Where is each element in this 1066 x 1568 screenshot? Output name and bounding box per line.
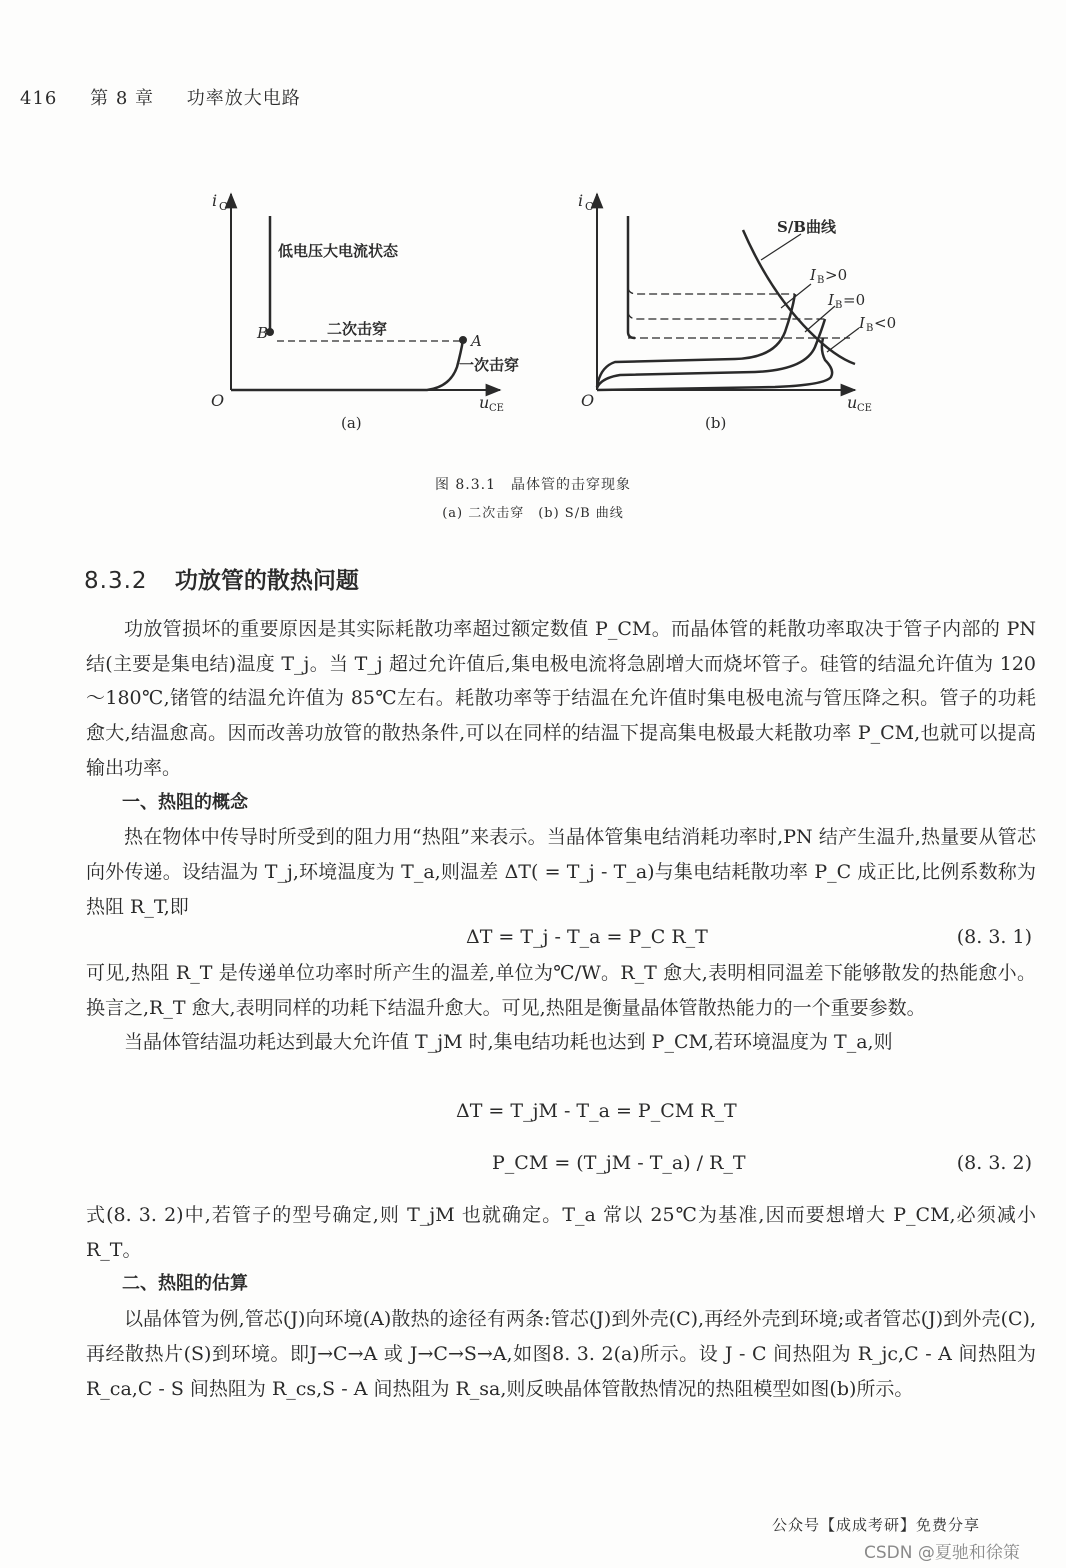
ib-neg-symbol: I <box>859 314 865 332</box>
label-secondary-breakdown: 二次击穿 <box>327 320 388 338</box>
ib-pos-value: >0 <box>825 266 848 284</box>
b-x-sub: CE <box>857 403 872 414</box>
ib-pos-sub: B <box>817 275 825 286</box>
panel-b-label: (b) <box>705 414 727 432</box>
label-point-a: A <box>471 332 482 350</box>
ib-zero-value: =0 <box>843 291 866 309</box>
equation-2a-body: ΔT = T_jM - T_a = P_CM R_T <box>456 1100 737 1122</box>
a-primary-curve <box>231 340 463 390</box>
ib-pos-symbol: I <box>810 266 816 284</box>
csdn-watermark: CSDN @夏驰和徐策 <box>864 1543 1020 1563</box>
equation-2b-body: P_CM = (T_jM - T_a) / R_T <box>492 1152 746 1174</box>
section-title: 功放管的散热问题 <box>174 567 359 594</box>
curve-ib-zero <box>597 319 825 388</box>
b-origin: O <box>581 391 595 410</box>
label-low-voltage: 低电压大电流状态 <box>278 242 399 260</box>
page-number: 416 <box>20 88 58 109</box>
section-heading <box>84 562 359 595</box>
paragraph-2: 热在物体中传导时所受到的阻力用“热阻”来表示。当晶体管集电结消耗功率时,PN 结产生温升,热量要从管芯向外传递。设结温为 T_j,环境温度为 T_a,则温差 ΔT( = T_j - T_a)与集电结耗散功率 P_C 成正比,比例系数称为热阻 R_T,即 <box>86 826 1036 918</box>
equation-1-tag: (8. 3. 1) <box>956 926 1032 948</box>
b-vertical-line <box>628 216 635 338</box>
panel-a-label: (a) <box>341 414 362 432</box>
section-number: 8.3.2 <box>84 568 148 594</box>
leader-ib-neg <box>827 328 859 352</box>
paragraph-3: 可见,热阻 R_T 是传递单位功率时所产生的温差,单位为℃/W。R_T 愈大,表明相同温差下能够散发的热能愈小。换言之,R_T 愈大,表明同样的功耗下结温升愈大。可见,热阻是衡量晶体管散热能力的一个重要参数。 <box>86 962 1036 1019</box>
label-primary-breakdown: 一次击穿 <box>459 356 520 374</box>
running-head <box>20 84 327 110</box>
paragraph-4: 当晶体管结温功耗达到最大允许值 T_jM 时,集电结功耗也达到 P_CM,若环境温度为 T_a,则 <box>124 1031 893 1054</box>
ib-neg-value: <0 <box>874 314 897 332</box>
subheading-2: 二、热阻的估算 <box>122 1273 248 1295</box>
leader-ib-pos <box>781 284 811 308</box>
label-point-b: B <box>257 324 269 342</box>
a-x-label: u <box>479 393 490 412</box>
figure-caption-title: 图 8.3.1 晶体管的击穿现象 <box>434 477 632 493</box>
b-y-sub: C <box>585 200 594 213</box>
subheading-1: 一、热阻的概念 <box>122 791 248 813</box>
label-sb-curve: S/B曲线 <box>777 218 836 236</box>
chapter-label: 第 8 章 <box>90 88 154 109</box>
ib-neg-sub: B <box>866 323 874 334</box>
equation-2-tag: (8. 3. 2) <box>956 1152 1032 1174</box>
footer-note: 公众号【成成考研】免费分享 <box>772 1516 981 1534</box>
ib-zero-symbol: I <box>828 291 834 309</box>
figure-8-3-1 <box>195 182 915 442</box>
ib-zero-sub: B <box>835 300 843 311</box>
a-y-sub: C <box>219 200 228 213</box>
figure-svg <box>195 182 915 442</box>
a-x-sub: CE <box>489 403 504 414</box>
body-block-2 <box>86 956 1036 1060</box>
a-y-label: i <box>212 191 218 210</box>
b-x-label: u <box>847 393 858 412</box>
equation-1-body: ΔT = T_j - T_a = P_C R_T <box>466 926 708 948</box>
body-block-1 <box>86 612 1036 924</box>
leader-sb <box>761 234 801 260</box>
paragraph-1: 功放管损坏的重要原因是其实际耗散功率超过额定数值 P_CM。而晶体管的耗散功率取决于管子内部的 PN 结(主要是集电结)温度 T_j。当 T_j 超过允许值后,集电极电流将急剧增大而烧坏管子。硅管的结温允许值为 120～180℃,锗管的结温允许值为 85℃左右。耗散功率等于结温在允许值时集电极电流与管压降之积。管子的功耗愈大,结温愈高。因而改善功放管的散热条件,可以在同样的结温下提高集电极最大耗散功率 P_CM,也就可以提高输出功率。 <box>86 618 1036 779</box>
body-block-3 <box>86 1198 1036 1406</box>
paragraph-6: 以晶体管为例,管芯(J)向环境(A)散热的途径有两条:管芯(J)到外壳(C),再经外壳到环境;或者管芯(J)到外壳(C),再经散热片(S)到环境。即J→C→A 或 J→C→S→A,如图8. 3. 2(a)所示。设 J - C 间热阻为 R_jc,C - A 间热阻为 R_ca,C - S 间热阻为 R_cs,S - A 间热阻为 R_sa,则反映晶体管散热情况的热阻模型如图(b)所示。 <box>86 1308 1036 1400</box>
paragraph-5: 式(8. 3. 2)中,若管子的型号确定,则 T_jM 也就确定。T_a 常以 25℃为基准,因而要想增大 P_CM,必须减小 R_T。 <box>86 1204 1036 1261</box>
chapter-title: 功率放大电路 <box>186 88 301 109</box>
b-y-label: i <box>578 191 584 210</box>
figure-caption-sub: (a) 二次击穿 (b) S/B 曲线 <box>442 506 624 521</box>
b-dashed-1 <box>628 288 795 294</box>
a-origin: O <box>211 391 225 410</box>
